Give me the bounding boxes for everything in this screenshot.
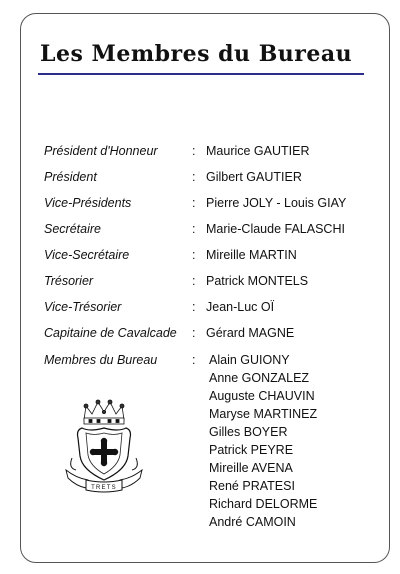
role-label: Capitaine de Cavalcade — [44, 326, 177, 340]
member-name: Jean-Luc OÏ — [206, 300, 275, 314]
list-item: Maryse MARTINEZ — [209, 407, 318, 421]
member-name: Mireille MARTIN — [206, 248, 297, 262]
colon-separator: : — [192, 300, 196, 314]
role-label: Président d'Honneur — [44, 144, 158, 158]
list-item: Alain GUIONY — [209, 353, 290, 367]
colon-separator: : — [192, 274, 196, 288]
member-name: Patrick MONTELS — [206, 274, 309, 288]
colon-separator: : — [192, 144, 196, 158]
colon-separator: : — [192, 248, 196, 262]
member-name: Marie-Claude FALASCHI — [206, 222, 345, 236]
list-item: Anne GONZALEZ — [209, 371, 310, 385]
motto-text: TRETS — [91, 485, 117, 491]
member-name: Gilbert GAUTIER — [206, 170, 302, 184]
colon-separator: : — [192, 170, 196, 184]
role-label: Membres du Bureau — [44, 353, 158, 367]
role-label: Vice-Trésorier — [44, 300, 122, 314]
list-item: Gilles BOYER — [209, 425, 288, 439]
coat-of-arms-icon — [62, 398, 146, 494]
colon-separator: : — [192, 353, 196, 367]
members-list — [209, 351, 317, 531]
role-label: Vice-Présidents — [44, 196, 132, 210]
list-item: Richard DELORME — [209, 497, 318, 511]
list-item: André CAMOIN — [209, 515, 296, 529]
role-label: Vice-Secrétaire — [44, 248, 130, 262]
member-name: Maurice GAUTIER — [206, 144, 310, 158]
colon-separator: : — [192, 326, 196, 340]
list-item: Patrick PEYRE — [209, 443, 294, 457]
colon-separator: : — [192, 222, 196, 236]
role-label: Président — [44, 170, 97, 184]
member-name: Gérard MAGNE — [206, 326, 295, 340]
list-item: Auguste CHAUVIN — [209, 389, 315, 403]
colon-separator: : — [192, 196, 196, 210]
member-name: Pierre JOLY - Louis GIAY — [206, 196, 347, 210]
list-item: René PRATESI — [209, 479, 295, 493]
role-label: Secrétaire — [44, 222, 101, 236]
role-label: Trésorier — [44, 274, 94, 288]
list-item: Mireille AVENA — [209, 461, 293, 475]
title-underline — [38, 73, 364, 75]
page-title: Les Membres du Bureau — [40, 41, 353, 67]
